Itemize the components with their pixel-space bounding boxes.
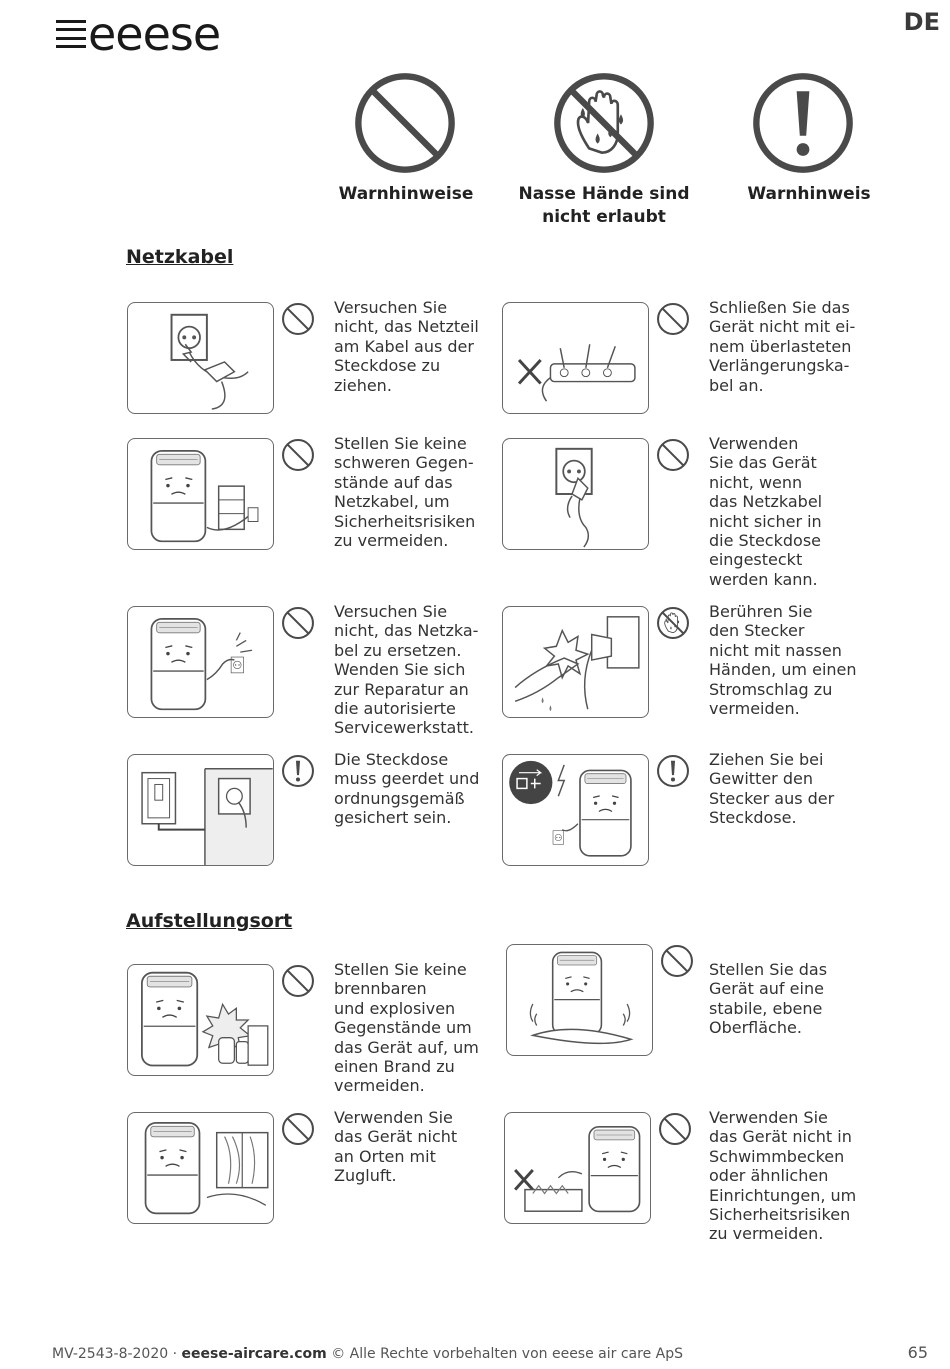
language-code: DE xyxy=(903,8,940,36)
section-title-netzkabel: Netzkabel xyxy=(126,246,234,268)
prohibited-icon xyxy=(352,70,458,176)
prohibited-icon xyxy=(281,606,315,640)
safety-text: Versuchen Sie nicht, das Netzteil am Kabel aus der Steckdose zu ziehen. xyxy=(334,298,479,395)
prohibited-icon xyxy=(281,964,315,998)
illustration-uneven-surface xyxy=(506,944,653,1056)
brand-logo xyxy=(56,7,221,61)
safety-text: Stellen Sie keine brennbaren und explosiven Gegenstände um das Gerät auf, um einen Brand zu vermeiden. xyxy=(334,960,479,1096)
illustration-grounded-socket xyxy=(127,754,274,866)
prohibited-icon xyxy=(281,438,315,472)
illustration-heavy-object-on-cord xyxy=(127,438,274,550)
section-title-aufstellungsort: Aufstellungsort xyxy=(126,910,293,932)
safety-text: Schließen Sie das Gerät nicht mit ei- nem überlasteten Verlängerungska- bel an. xyxy=(709,298,856,395)
prohibited-icon xyxy=(656,438,690,472)
footer-rights: © Alle Rechte vorbehalten von eeese air care ApS xyxy=(331,1346,683,1362)
safety-text: Stellen Sie keine schweren Gegen- stände auf das Netzkabel, um Sicherheitsrisiken zu vermeiden. xyxy=(334,434,476,551)
safety-text: Die Steckdose muss geerdet und ordnungsgemäß gesichert sein. xyxy=(334,750,480,828)
page-number: 65 xyxy=(907,1343,928,1362)
illustration-wet-hand-plug xyxy=(502,606,649,718)
illustration-draft xyxy=(127,1112,274,1224)
exclamation-icon xyxy=(750,70,856,176)
footer-website-link[interactable]: eeese-aircare.com xyxy=(181,1346,327,1362)
no-wet-hands-icon xyxy=(551,70,657,176)
prohibited-icon xyxy=(281,1112,315,1146)
warning-legend-label: Warnhinweise xyxy=(338,184,474,204)
illustration-overloaded-power-strip xyxy=(502,302,649,414)
wet-hands-legend-label: Nasse Hände sind nicht erlaubt xyxy=(518,184,690,227)
footer xyxy=(52,1346,683,1362)
notice-legend-label: Warnhinweis xyxy=(747,184,871,204)
illustration-flammable-objects xyxy=(127,964,274,1076)
prohibited-icon xyxy=(281,302,315,336)
safety-text: Stellen Sie das Gerät auf eine stabile, ebene Oberfläche. xyxy=(709,960,828,1038)
brand-name: eeese xyxy=(88,7,221,61)
illustration-unplug-storm xyxy=(502,754,649,866)
prohibited-icon xyxy=(658,1112,692,1146)
safety-text: Berühren Sie den Stecker nicht mit nassen Händen, um einen Stromschlag zu vermeiden. xyxy=(709,602,857,719)
no-wet-hands-icon xyxy=(656,606,690,640)
illustration-loose-plug xyxy=(502,438,649,550)
safety-text: Versuchen Sie nicht, das Netzka- bel zu ersetzen. Wenden Sie sich zur Reparatur an die autorisierte Servicewerkstatt. xyxy=(334,602,479,738)
safety-text: Verwenden Sie das Gerät nicht, wenn das Netzkabel nicht sicher in die Steckdose eingesteckt werden kann. xyxy=(709,434,823,589)
prohibited-icon xyxy=(660,944,694,978)
logo-lines-icon xyxy=(56,17,86,51)
illustration-near-pool xyxy=(504,1112,651,1224)
prohibited-icon xyxy=(656,302,690,336)
illustration-replacing-cord xyxy=(127,606,274,718)
safety-text: Verwenden Sie das Gerät nicht an Orten mit Zugluft. xyxy=(334,1108,458,1186)
exclamation-icon xyxy=(656,754,690,788)
safety-text: Ziehen Sie bei Gewitter den Stecker aus der Steckdose. xyxy=(709,750,835,828)
safety-text: Verwenden Sie das Gerät nicht in Schwimmbecken oder ähnlichen Einrichtungen, um Sicherheitsrisiken zu vermeiden. xyxy=(709,1108,857,1244)
illustration-hand-pulling-cord xyxy=(127,302,274,414)
exclamation-icon xyxy=(281,754,315,788)
footer-code: MV-2543-8-2020 · xyxy=(52,1346,178,1362)
